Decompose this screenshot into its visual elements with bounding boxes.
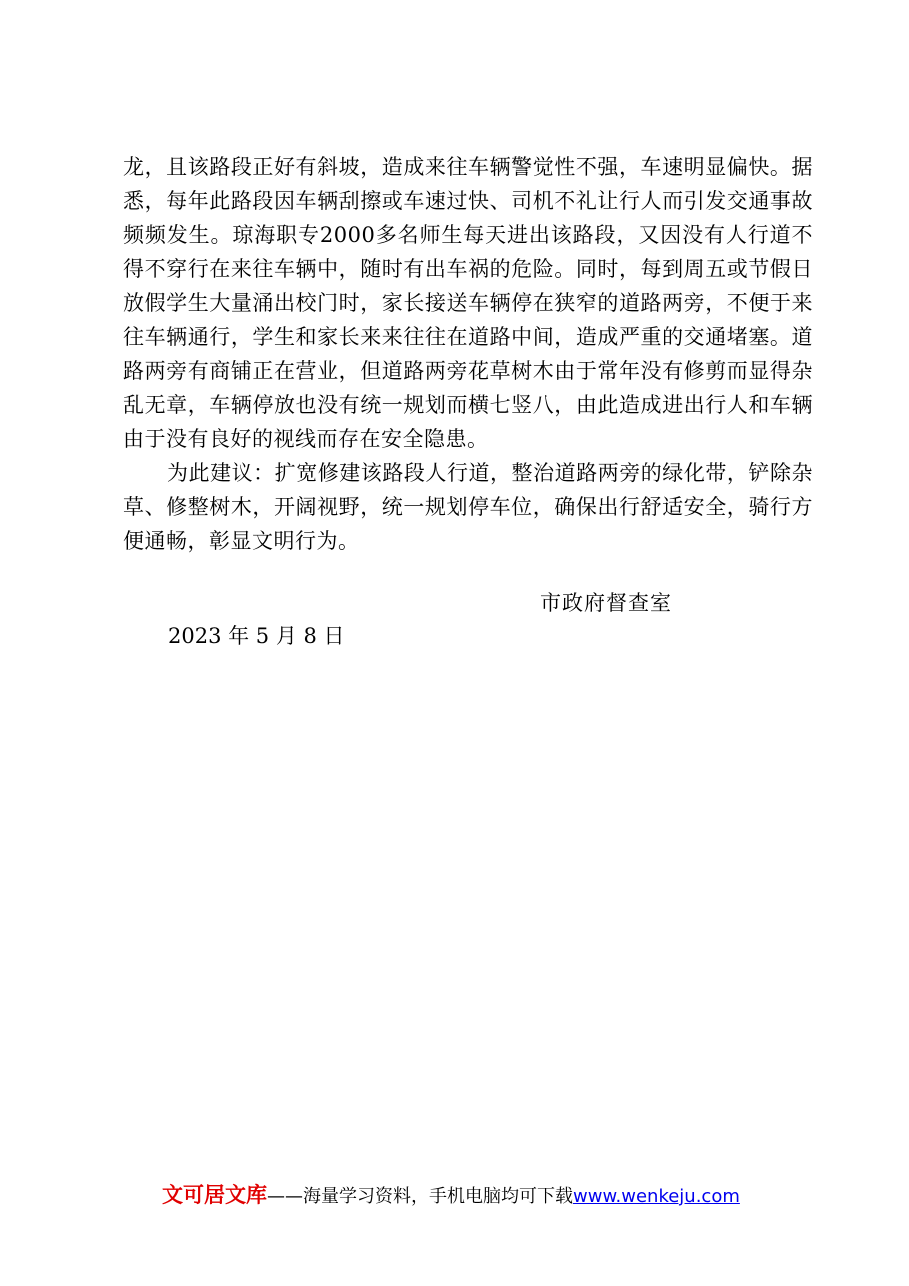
- footer-banner: [162, 1180, 782, 1212]
- brand-name: 文可居文库: [162, 1183, 267, 1207]
- document-date: 2023 年 5 月 8 日: [168, 624, 345, 648]
- body-paragraph-1: 龙，且该路段正好有斜坡，造成来往车辆警觉性不强，车速明显偏快。据悉，每年此路段因车辆刮擦或车速过快、司机不礼让行人而引发交通事故频频发生。琼海职专2000多名师生每天进出该路段，又因没有人行道不得不穿行在来往车辆中，随时有出车祸的危险。同时，每到周五或节假日放假学生大量涌出校门时，家长接送车辆停在狭窄的道路两旁，不便于来往车辆通行，学生和家长来来往往在道路中间，造成严重的交通堵塞。道路两旁有商铺正在营业，但道路两旁花草树木由于常年没有修剪而显得杂乱无章，车辆停放也没有统一规划而横七竖八，由此造成进出行人和车辆由于没有良好的视线而存在安全隐患。: [123, 155, 813, 451]
- document-body: [123, 150, 813, 558]
- footer-tagline: ——海量学习资料，手机电脑均可下载: [267, 1186, 573, 1207]
- signature-office: 市政府督查室: [540, 591, 672, 615]
- website-link[interactable]: www.wenkeju.com: [573, 1186, 740, 1207]
- body-paragraph-2: 为此建议：扩宽修建该路段人行道，整治道路两旁的绿化带，铲除杂草、修整树木，开阔视野，统一规划停车位，确保出行舒适安全，骑行方便通畅，彰显文明行为。: [123, 461, 813, 553]
